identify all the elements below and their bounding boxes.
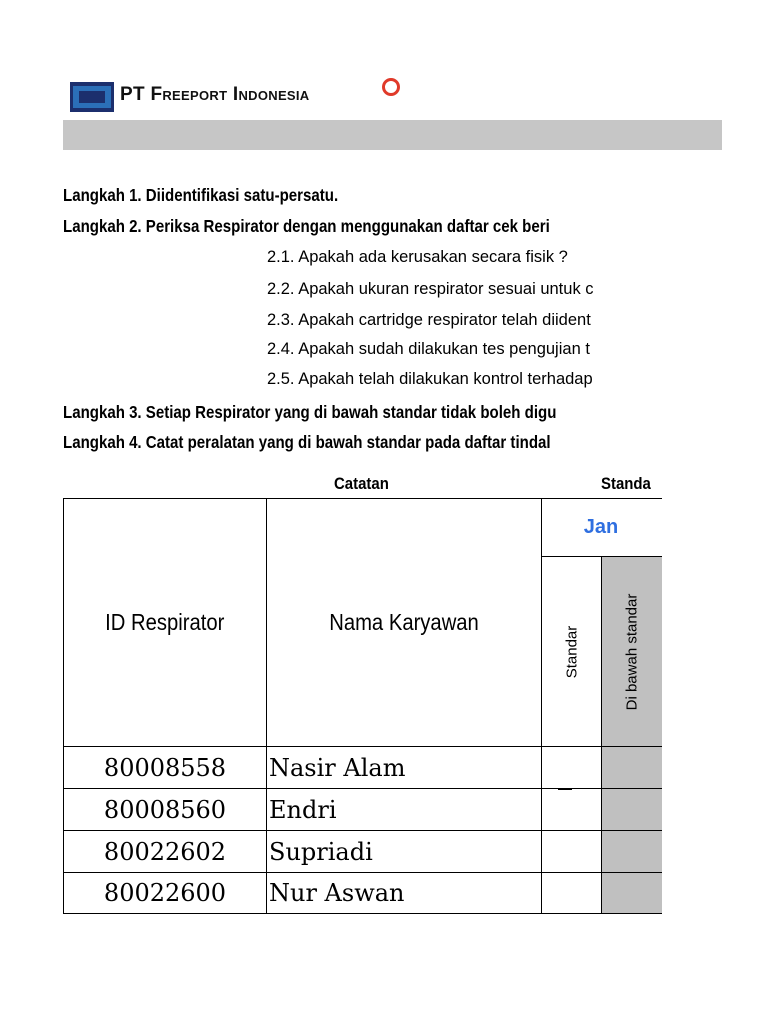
substep-2-1: 2.1. Apakah ada kerusakan secara fisik ? [267, 248, 568, 266]
table-row-name: Supriadi [266, 830, 542, 873]
substep-2-5: 2.5. Apakah telah dilakukan kontrol terhadap [267, 370, 593, 388]
substep-2-3: 2.3. Apakah cartridge respirator telah diident [267, 311, 591, 329]
step-4: Langkah 4. Catat peralatan yang di bawah standar pada daftar tindal [63, 432, 551, 452]
column-header-name: Nama Karyawan [266, 498, 542, 747]
table-row-id: 80008560 [63, 788, 267, 831]
dash-mark [558, 788, 572, 790]
subheader-standar: Standar [541, 556, 602, 747]
table-row-name: Endri [266, 788, 542, 831]
table-row-name: Nur Aswan [266, 872, 542, 914]
table-row-dibawah-cell[interactable] [601, 872, 662, 914]
caption-catatan: Catatan [334, 474, 389, 493]
table-row-dibawah-cell[interactable] [601, 830, 662, 873]
substep-2-2: 2.2. Apakah ukuran respirator sesuai untuk c [267, 280, 594, 298]
caption-standar: Standa [601, 474, 651, 493]
table-row-standar-cell[interactable] [541, 872, 602, 914]
table-row-standar-cell[interactable] [541, 830, 602, 873]
table-row-id: 80008558 [63, 746, 267, 789]
table-row-dibawah-cell[interactable] [601, 788, 662, 831]
step-3: Langkah 3. Setiap Respirator yang di bawah standar tidak boleh digu [63, 402, 557, 422]
step-2: Langkah 2. Periksa Respirator dengan menggunakan daftar cek beri [63, 216, 550, 236]
substep-2-4: 2.4. Apakah sudah dilakukan tes pengujian t [267, 340, 590, 358]
table-row-dibawah-cell[interactable] [601, 746, 662, 789]
column-header-id: ID Respirator [63, 498, 267, 747]
table-row-id: 80022600 [63, 872, 267, 914]
step-1: Langkah 1. Diidentifikasi satu-persatu. [63, 185, 339, 205]
table-row-standar-cell[interactable] [541, 746, 602, 789]
subheader-dibawah-standar: Di bawah standar [601, 556, 662, 747]
table-row-name: Nasir Alam [266, 746, 542, 789]
table-row-id: 80022602 [63, 830, 267, 873]
table-row-standar-cell[interactable] [541, 788, 602, 831]
month-label: Jan [583, 516, 619, 538]
month-header [541, 498, 662, 557]
company-name: PT Freeport Indonesia [120, 84, 310, 105]
